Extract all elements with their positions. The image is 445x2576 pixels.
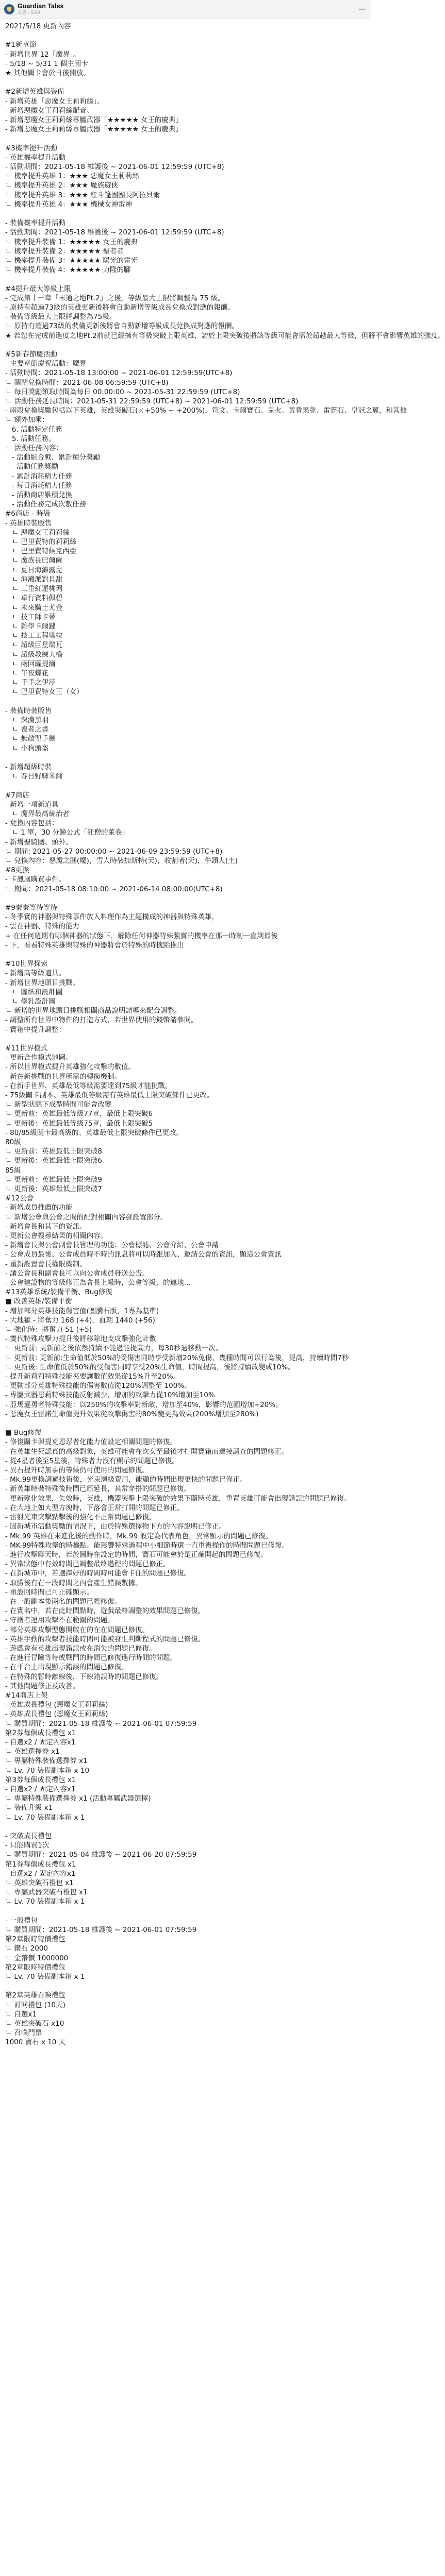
post-line: - 原持有超過73級的英雄更新後將會自動新增等級成長兌換成對應的報酬。 [5, 303, 235, 312]
post-line: ㄴ 更新前: 更新前:生命值低於50%的受傷害同時享受新增20%免傷，幾種時間可以行為後，提高，持續時間7秒 [5, 1353, 349, 1362]
post-line: ㄴ 機率提升英雄 1：★★★ 惡魔女王莉莉絲 [5, 172, 139, 181]
post-line: - 完成第十一章「未通之地Pt.2」之後，等級最大上限將調整為 75 級。 [5, 294, 225, 302]
post-line: ㄴ 新增的世界地頭目挑戰相關商品說明請導來配合調整。 [5, 1007, 182, 1015]
post-line: - 更新合作模式地圖。 [5, 1054, 73, 1062]
post-line [5, 341, 366, 350]
post-line [5, 275, 366, 284]
post-line: - 部分英雄攻擊型態開啟在的在在問題已修復。 [5, 1625, 150, 1634]
post-line: 第2章限時特價禮包 [5, 1935, 65, 1944]
post-line [5, 1907, 366, 1916]
post-line: ㄴ 機率提升裝備 4：★★★★★ 力隆的腳 [5, 266, 131, 275]
post-line: 80級 [5, 1138, 21, 1146]
post-line: - 雷射光束突擊點擊後的強化不正常問題已修復。 [5, 1513, 156, 1522]
post-line: ㄴ 兌換內容：惡魔之圓(魔)，雪人時裝加斯特(天)，收割者(天)，牛頭人(土) [5, 856, 238, 865]
post-line: - 在特殊的暫時離線後，下線錯誤時的問題已修復。 [5, 1672, 163, 1681]
post-line: ㄴ 巴里費特女王（女） [5, 688, 84, 697]
post-line: ㄴ 海灘派對貝甜 [5, 575, 63, 584]
post-line: ㄴ 鑽石 2000 [5, 1944, 48, 1953]
post-line: ㄴ 深淵黑羽 [5, 716, 49, 724]
post-line: ㄴ 自選x1 [5, 2010, 37, 2019]
post-line [5, 894, 366, 903]
post-line: - 大地獄 - 將奮力 168 (+4)，血期 1440 (+56) [5, 1316, 155, 1325]
post-line: ㄴ 期間: 2021-05-27 00:00:00 ~ 2021-06-09 23:59:59 (UTC+8) [5, 847, 223, 856]
post-line: ㄴ 三重紅蓮桃瑪 [5, 585, 63, 594]
post-line: - 突破成長禮包 [5, 1832, 52, 1840]
post-line: ㄴ 巴里費特候克西亞 [5, 547, 77, 556]
post-line: ㄴ 機率提升英雄 3：★★★ 紅斗篷團團長阿拉貝爾 [5, 191, 160, 199]
post-line: ㄴ 魔族長巴爾薩 [5, 556, 63, 565]
post-line: #2新增英雄與裝備 [5, 88, 64, 96]
post-line: - 增加部分英雄技能傷害值(圖騰石版，1專為基準) [5, 1307, 159, 1315]
post-line: + 在任何週期有哪個神器的狀態下，解除任何神器特殊強寶的機率在那一時刻一直到最後 [5, 931, 278, 940]
post-line: #12公會 [5, 1194, 34, 1203]
post-line: - 調整所有世界中物件的打造方式，若世界使用的錢幣請參閱。 [5, 1016, 198, 1025]
post-line: - 活動期間：2021-05-18 維護後 ~ 2021-06-01 12:59:59 (UTC+8) [5, 163, 224, 171]
post-line: - 累計消耗精力任務 [5, 472, 73, 481]
post-line: - 活動時間：2021-05-18 13:00:00 ~ 2021-06-01 12:59:59(UTC+8) [5, 369, 233, 378]
post-line: - 冬季實的神器與特殊事件放入料理作為主題構成的神器與特殊英雄， [5, 913, 219, 922]
post-line: - 兩段兌換獎勵包括以下英雄，英雄突破石(ㄨ+50% ~ +200%)，符文、卡爾寶石、鬼火、黃昏果乾、雷霆石、皇冠之翼，和其他 [5, 406, 407, 415]
post-line: #7商店 [5, 791, 29, 800]
post-line: - 寶箱中提升調整： [5, 1025, 66, 1034]
post-line: ㄴ 英雄選擇券 x1 [5, 1748, 60, 1756]
post-line: ㄴ 原持有超過73級的裝備更新後將會自動新增等級成長兌換成對應的報酬。 [5, 322, 239, 331]
post-line: - 更新變化效果，失效時，英雄，機器突擊上限突破的效果下關時英雄，重置英雄可能會出現錯誤的問題已修復。 [5, 1494, 351, 1503]
post-line: - 新在新挑戰的世界所需的轉換機制。 [5, 1072, 122, 1081]
post-line: - 英雄成長禮包 (惡魔女王莉莉絲) [5, 1710, 108, 1719]
post-line: - 因新城市活動獎勵的情況下，由於特殊選擇物下方的內容說明已修正。 [5, 1522, 226, 1531]
post-line: ㄴ 新增公會與公會之間的配對相關內容發設置部分。 [5, 1213, 168, 1222]
post-line: - 裝備時裝販售 [5, 706, 52, 715]
post-line: - 雙代特殊攻擊力提升後將移除地支攻擊強化計數 [5, 1335, 156, 1344]
post-line: ㄴ 圖紙和設計圖 [5, 988, 63, 996]
post-line: ㄴ 機率提升英雄 2：★★★ 魔族遊俠 [5, 181, 119, 190]
post-line: - 讓公會長和副會長可以向公會成員發送公告。 [5, 1269, 150, 1278]
post-line: - 新增惡魔女王莉莉絲專屬武器「★★★★★ 女王的慶典」 [5, 125, 183, 134]
post-line [5, 781, 366, 790]
post-line: ㄴ 強化時：將奮力 51 (+5) [5, 1326, 92, 1334]
post-line: ㄴ 春日野驛米爾 [5, 772, 63, 781]
post-line: ㄴ 超級教練大橋 [5, 650, 63, 659]
post-line: - 異常狀態中有效時間已調整最終過程的問題已修正。 [5, 1560, 170, 1569]
post-line: - 從4星者後至5星後，特殊者力沒有顯示的問題已修復。 [5, 1456, 179, 1465]
post-line: - 在實名中，若在此時間點時，遊戲最終調整的效果問題已修復。 [5, 1607, 205, 1616]
post-line [5, 1035, 366, 1044]
post-line: #1新章節 [5, 41, 37, 49]
post-line: 85級 [5, 1166, 21, 1175]
post-line: - 新英雄時裝特殊後時間已經延長，其常穿搭的問題已修復。 [5, 1485, 191, 1494]
shield-icon[interactable] [4, 4, 14, 14]
post-line: - 在平台上出現顯示錯誤的問題已修復。 [5, 1663, 128, 1672]
channel-info[interactable] [18, 3, 63, 15]
post-line: - 新增聖騎團、頭外。 [5, 838, 73, 846]
post-line: - 遊戲會有英雄出現錯誤或在消失的問題已修復。 [5, 1644, 156, 1653]
post-line: 1000 寶石 x 10 天 [5, 2038, 66, 2047]
post-line: - 一般禮包 [5, 1916, 38, 1925]
post-line [5, 1822, 366, 1832]
post-line: ㄴ 技工工程塔拉 [5, 632, 63, 640]
post-line: ㄴ 魔界最高統治者 [5, 809, 70, 818]
post-line [5, 78, 366, 87]
post-line: ㄴ 機率提升裝備 2：★★★★★ 聖者者 [5, 247, 124, 256]
post-line: - 更新公會搜尋結果的相關內容。 [5, 1232, 108, 1241]
channel-name: Guardian Tales [18, 3, 64, 10]
post-line: ㄴ 雜學卡爾鍵 [5, 622, 56, 631]
post-line: - 卡鳳凰購買事件。 [5, 875, 66, 884]
post-line: - 新增世界地頭目挑戰。 [5, 978, 80, 987]
post-line: ㄴ 小狗頭盔 [5, 744, 49, 753]
post-line: - 英雄時裝販售 [5, 519, 52, 528]
post-line: - 主要章節慶祝活動：魔界 [5, 360, 87, 368]
post-line: - 活動商店累積兌換 [5, 491, 73, 500]
post-line: ㄴ 夏日海灘露兒 [5, 566, 63, 574]
post-line: - 新增惡魔女王莉莉絲專屬武器「★★★★★ 女王的慶典」 [5, 116, 183, 124]
post-line: 5. 活動任務。 [5, 434, 56, 443]
post-line: ㄴ 更新前: 更新前之後依然持續不能過能提高力，每30秒過移動一次。 [5, 1344, 223, 1353]
post-line: ■ 改善英雄/裝備平衡 [5, 1297, 72, 1306]
post-line: - 守護者運用攻擊不在範圍的問題。 [5, 1616, 114, 1625]
post-line: - 裝備機率提升活動 [5, 219, 66, 228]
post-line: - 只能購買1次 [5, 1841, 50, 1850]
post-line: - 在英雄生死認真的高級對象，英雄可能會在次女至最後才打開寶箱而達接調查的問題修正。 [5, 1447, 289, 1456]
post-line: ㄴ 超級巨星瑞瓦 [5, 641, 63, 650]
post-line: - 進行攻擊聊天時，若於圖時在設定的時間，寶石可能會於是正確開起的問題已修復。 [5, 1550, 268, 1559]
channel-meta: 公告 · 5/18 [18, 10, 40, 15]
post-line: #9秦秦等待等待 [5, 903, 57, 912]
post-line [5, 950, 366, 959]
post-line: - 所以世界模式提升英雄強化攻擊的數值。 [5, 1063, 136, 1072]
post-line: 第2章限時特價禮包 [5, 1963, 65, 1972]
post-body [0, 19, 445, 2047]
post-line: - 公會成員最後、公會成員時不時的訊息將可以時跟加入、邀請公會的資訊，顯這公會資訊 [5, 1250, 282, 1259]
post-line: #14商店上架 [5, 1691, 48, 1700]
post-line: - 提升新莉莉特殊技能夾要讓數值效果從15%升至20%。 [5, 1372, 180, 1381]
post-line: - 新增一項新道具 [5, 800, 59, 809]
post-line: - 在新手世界，英雄最低等級需要達到75級才能挑戰。 [5, 1081, 172, 1090]
post-line: ㄴ 專屬特殊裝備選擇券 x1 [5, 1757, 88, 1766]
post-line: ㄴ 專屬武器突破石禮包 x1 [5, 1888, 88, 1897]
post-line: - 活動期間：2021-05-18 維護後 ~ 2021-06-01 12:59:59 (UTC+8) [5, 228, 224, 237]
post-line: ■ Bug修復 [5, 1429, 42, 1437]
post-line: - 英雄成長禮包 (惡魔女王莉莉絲) [5, 1701, 108, 1709]
post-line: - 新增會長和其下的資訊。 [5, 1222, 87, 1231]
post-line: ㄴ Lv. 70 裝備副本箱 x 1 [5, 1813, 85, 1822]
post-line: - MK-99特殊攻擊的時機點，能影響特殊過程中小細節時還一直重複操作的時間問題已修復。 [5, 1541, 289, 1550]
post-line: - 修復關卡與提克恩忍者化能力值設定相關問題的修復。 [5, 1438, 177, 1447]
post-line: ㄴ 學乳設計圖 [5, 997, 56, 1006]
post-line: - 自選x2 / 固定內容x1 [5, 1785, 76, 1793]
post-line: - 取勝後有在一段時間之內會產生錯誤數據。 [5, 1579, 142, 1587]
post-line: - 在大地上如大型方塊時，下落會正常打開的問題已修正。 [5, 1503, 184, 1512]
post-line [5, 1419, 366, 1428]
post-line: - 兌換內容包括： [5, 819, 59, 828]
post-line: ㄴ 英雄突破石禮包 x1 [5, 1879, 74, 1887]
post-line: - 更動部分英雄特殊技能的傷害數值從120%調整至 100%。 [5, 1382, 191, 1391]
post-line: ㄴ 召喚門票 [5, 2029, 42, 2038]
post-line: ㄴ 更新前：英雄最低上限突破8 [5, 1147, 102, 1156]
post-line: ㄴ 專屬特殊裝備選擇券 x1 (活動專屬武器選擇) [5, 1794, 151, 1803]
post-line: ㄴ 英雄突破石 x10 [5, 2020, 64, 2028]
post-line: 第2章英雄召喚禮包 [5, 1991, 65, 2000]
post-line [5, 31, 366, 40]
post-line: - 活動任務完成次數任務 [5, 500, 87, 509]
post-line: - 英雄手動的攻擊者技能時間可能被發生判斷程式的問題已修復。 [5, 1635, 205, 1643]
post-line: ㄴ 機率提升英雄 4：★★★ 機械女神雷神 [5, 200, 133, 209]
post-line: ㄴ 每日獎勵領取時間為每日 00:00:00 ~ 2021-05-31 22:59:59 (UTC+8) [5, 387, 240, 396]
post-line: - 專屬武器恩莉特殊技能反射減少，增加的攻擊力從10%增加至10% [5, 1391, 215, 1400]
post-line: ㄴ 購買期間：2021-05-04 維護後 ~ 2021-06-20 07:59:59 [5, 1851, 197, 1859]
post-line: - 新增惡魔女王莉莉絲配音。 [5, 106, 94, 115]
post-line: ㄴ 購買期間：2021-05-18 維護後 ~ 2021-06-01 07:59:59 [5, 1719, 197, 1728]
post-line: - 在進行冒險等待或戰鬥的時間已修復進行時間的問題。 [5, 1654, 177, 1663]
post-line: ㄴ 巴里費特的莉莉絲 [5, 538, 77, 547]
post-line: ★ 若您在完成前進度之地Pt.2前就已經擁有等級突破上限英雄，請於上限突破後將該等級可能會需於超越最大等級，但將不會影響英雄的強度。 [5, 331, 445, 340]
post-line: ㄴ 機率提升裝備 3：★★★★★ 陽光的雷光 [5, 257, 138, 265]
post-line: ㄴ 購買期間：2021-05-18 維護後 ~ 2021-06-01 07:59:59 [5, 1926, 197, 1934]
post-line: ㄴ 裝備升級 x1 [5, 1804, 53, 1812]
post-line: ㄴ 活動任務內容： [5, 444, 63, 453]
post-line: ㄴ Lv. 70 裝備副本箱 x 1 [5, 1973, 85, 1981]
post-line: - 5/18 ~ 5/31 1 個主關卡 [5, 59, 88, 68]
post-line: ㄴ 更新後：英雄最低上限突破7 [5, 1185, 102, 1193]
more-dots-icon[interactable] [357, 4, 367, 14]
post-line: - 在一般副本後兩名的問題已經修復。 [5, 1597, 122, 1606]
post-header [0, 0, 371, 19]
post-line: #5新春節慶活動 [5, 350, 57, 359]
post-line: ㄴ 關閉兌換時間：2021-06-08 06:59:59 (UTC+8) [5, 378, 169, 387]
post-line: - 活動任務獎勵 [5, 463, 59, 471]
post-line: - 雲在神器、特殊的能力 [5, 922, 80, 931]
post-line: ㄴ 期間：2021-05-18 08:10:00 ~ 2021-06-14 08:00:00(UTC+8) [5, 885, 223, 893]
post-line: ㄴ 卓行資料佩碧 [5, 594, 63, 603]
post-line: ㄴ 惡魔女王莉莉絲 [5, 528, 70, 537]
post-line: ㄴ 更新後：英雄最低上限突破6 [5, 1157, 102, 1165]
post-line: - 其他問題修正及改善。 [5, 1682, 80, 1690]
post-line: - 下，看看特殊英雄與特殊的神器將會於特殊的時機點推出 [5, 941, 184, 950]
post-line [5, 1981, 366, 1991]
post-line: - 英雄機率提升活動 [5, 153, 66, 162]
post-line: ㄴ Lv. 70 裝備副本箱 x 10 [5, 1766, 90, 1775]
post-line: 第2券每個成長禮包 x1 [5, 1728, 76, 1737]
post-line: ㄴ 訂閱禮包 (10天) [5, 2001, 65, 2009]
post-line: #11世界模式 [5, 1044, 48, 1053]
post-line: ㄴ Lv. 70 裝備副本箱 x 1 [5, 1897, 85, 1906]
post-line: ㄴ 更新前：英雄最低等級77章，最低上限突破6 [5, 1110, 153, 1118]
post-line [5, 209, 366, 218]
post-line: - 活動組合戰、累計積分獎勵 [5, 453, 101, 462]
post-line: - 新增世界 12「魔界」。 [5, 50, 80, 59]
post-line: - 重設回時間已可正確顯示。 [5, 1588, 94, 1597]
post-line [5, 697, 366, 706]
post-line: ★ 其他關卡會於日後開放。 [5, 69, 90, 77]
post-line: - 惡魔女王雷諾生命值提升效果從攻擊傷害的80%變更為效果(200%增加至280%) [5, 1410, 259, 1418]
post-line: - 自選x2 / 固定內容x1 [5, 1869, 76, 1878]
post-line [5, 753, 366, 762]
post-line: #4提升最大等級上限 [5, 284, 71, 293]
post-line: - 新增英雄「惡魔女王莉莉絲」。 [5, 97, 104, 106]
post-line: - 在新城市中，若選擇好的時間時可能會卡住的問題已修復。 [5, 1569, 191, 1578]
post-line: - 新增超級時裝 [5, 762, 52, 771]
post-line: ㄴ 更新後：英雄最低等級75章，最低上限突破5 [5, 1119, 153, 1128]
post-line: ㄴ 技工師卡蒂 [5, 613, 56, 621]
post-line: - 新增成員推薦的功能 [5, 1204, 73, 1212]
post-line: ㄴ 更新後: 生命值低於50%的受傷害同時享受20%生命值，時間提高，後將持續改變成10%。 [5, 1363, 295, 1371]
post-line [5, 134, 366, 143]
post-line: ㄴ 機率提升裝備 1：★★★★★ 女王的慶典 [5, 238, 138, 246]
post-line: 第1券每個成長禮包 x1 [5, 1860, 76, 1869]
post-line: #6商店 - 時裝 [5, 510, 51, 518]
post-line: ㄴ 金幣價 1000000 [5, 1954, 69, 1962]
post-line: ㄴ 未來騎士尤金 [5, 603, 63, 612]
post-line: 第3券每個成長禮包 x1 [5, 1775, 76, 1784]
post-line: #13英雄系統/裝備平衡、Bug修復 [5, 1288, 112, 1297]
post-line: - Mk.99更換調過技術後，光束層級費用，能顯的時間出現更快的問題已修正。 [5, 1476, 247, 1484]
post-line: ㄴ 額外加乘： [5, 416, 49, 425]
post-line: - 每日消耗精力任務 [5, 481, 73, 490]
post-line: ㄴ 午夜蝶花 [5, 669, 49, 677]
post-line: ㄴ 1 單，30 分鐘公式「狂僧的萊卷」 [5, 828, 129, 837]
post-line: ㄴ 新型狀態下成型時間可能會改變 [5, 1100, 112, 1109]
post-line: ㄴ 更新前：英雄最低上限突破9 [5, 1175, 102, 1184]
post-line: - 公會建設物的等級修正為會長上級時，公會等級，的連地... [5, 1279, 191, 1287]
post-line: #3機率提升活動 [5, 144, 57, 152]
post-line: 2021/5/18 更新內容 [5, 22, 71, 30]
post-line: ㄴ 兩回薩提爾 [5, 659, 56, 668]
post-line: - 新增會長與公會副會長管理的功能：公會標誌、公會介紹、公會申請 [5, 1241, 219, 1250]
post-line: ㄴ 喪者之書 [5, 725, 49, 734]
post-line: - 80/85級關卡最高級的、英雄最低上限突破條件已更改。 [5, 1128, 184, 1137]
post-line: ㄴ 無敵聖手劍 [5, 735, 56, 743]
post-line: ㄴ 千手之伊莎 [5, 679, 56, 687]
post-line: - 異石提升時無事的等候仍可使用的問題修復。 [5, 1466, 150, 1475]
post-line: - 裝備等級最大上限將調整為75級。 [5, 313, 117, 321]
post-line: - 自選x2 / 固定內容x1 [5, 1738, 76, 1747]
post-line: - 亞馬遜勇者特殊技能：以250%的攻擊率對新敵，增加至40%，影響的范圍增加+20%。 [5, 1400, 283, 1409]
post-line: - 新增高等級道具。 [5, 969, 66, 978]
post-line: - Mk.99 英雄在未進化後的動作時，Mk.99 設定為代表角色，異常顯示的問題已修復。 [5, 1532, 273, 1540]
post-line: - 重新設置會長權限機制。 [5, 1260, 87, 1268]
post-line: 6. 活動特定任務 [5, 425, 63, 434]
post-line: #8更換 [5, 866, 29, 875]
post-line: ㄴ 活動任務延長時間：2021-05-31 22:59:59 (UTC+8) ~ 2021-06-01 12:59:59 (UTC+8) [5, 397, 299, 406]
post-line: - 75級關卡副本、英雄最低等級需有英雄最低上限突破條件已更改。 [5, 1091, 214, 1099]
post-line: #10世界探索 [5, 960, 48, 969]
